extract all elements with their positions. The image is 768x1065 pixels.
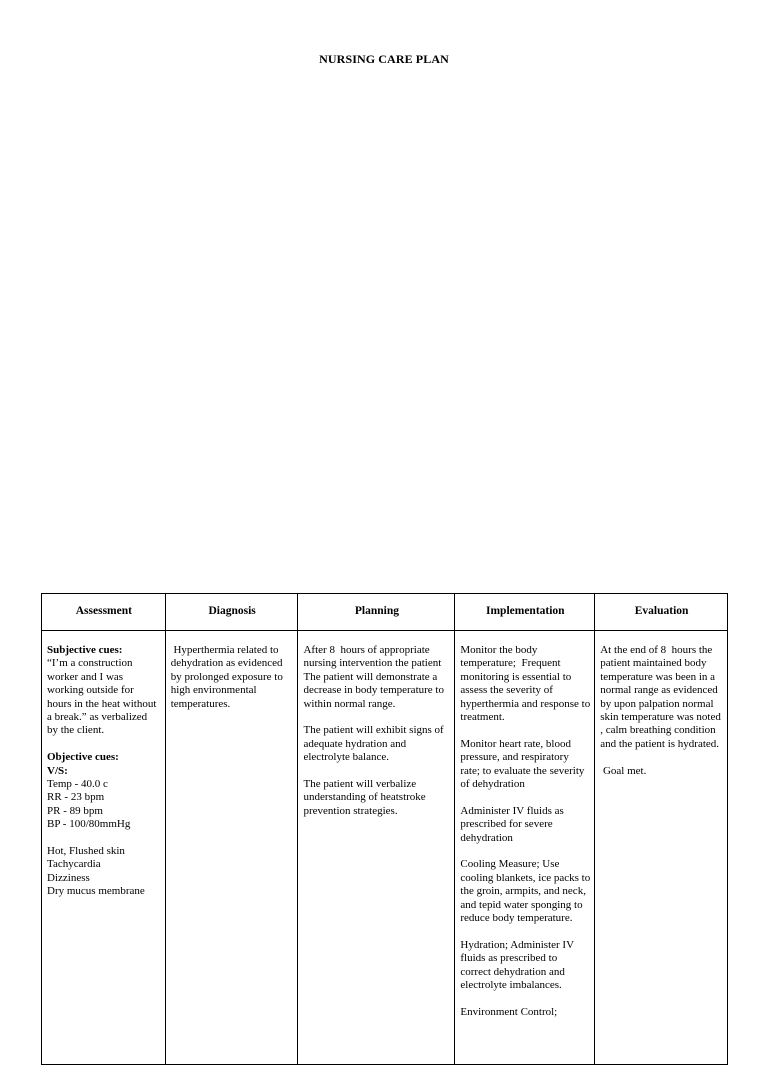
evaluation-text: At the end of 8 hours the patient maintained body temperature was been in a normal range as evidenced by upon palpation normal skin temperature was noted , calm breathing condition and the patient is hydrated.: [600, 644, 724, 750]
finding-item: Tachycardia: [47, 858, 101, 871]
table-header-row: [42, 594, 728, 631]
finding-item: Dizziness: [47, 871, 90, 884]
header-diagnosis: Diagnosis: [165, 594, 298, 631]
header-assessment: Assessment: [42, 594, 166, 631]
subjective-cues-label: Subjective cues:: [47, 644, 123, 656]
objective-cues-label: Objective cues:: [47, 751, 119, 764]
implementation-cell: [455, 631, 595, 1065]
vital-temp: Temp - 40.0 c: [47, 778, 108, 791]
header-evaluation: Evaluation: [595, 594, 728, 631]
subjective-cues-text: “I’m a construction worker and I was working outside for hours in the heat without a break.” as verbalized by the client.: [47, 657, 157, 737]
header-implementation: Implementation: [455, 594, 595, 631]
implementation-item: Administer IV fluids as prescribed for severe dehydration: [460, 804, 564, 844]
header-planning: Planning: [298, 594, 455, 631]
planning-item: After 8 hours of appropriate nursing intervention the patient The patient will demonstrate a decrease in body temperature to within normal range.: [303, 644, 447, 710]
vital-rr: RR - 23 bpm: [47, 791, 105, 804]
planning-item: The patient will verbalize understanding of heatstroke prevention strategies.: [303, 778, 426, 817]
diagnosis-cell: [165, 631, 298, 1065]
care-plan-table: [41, 593, 728, 1065]
planning-item: The patient will exhibit signs of adequate hydration and electrolyte balance.: [303, 724, 444, 764]
vital-pr: PR - 89 bpm: [47, 804, 103, 817]
diagnosis-text: Hyperthermia related to dehydration as evidenced by prolonged exposure to high environmental temperatures.: [170, 644, 286, 710]
vital-signs-label: V/S:: [47, 764, 68, 777]
finding-item: Dry mucus membrane: [47, 885, 145, 898]
implementation-item: Monitor heart rate, blood pressure, and respiratory rate; to evaluate the severity of dehydration: [460, 737, 585, 791]
planning-cell: [298, 631, 455, 1065]
vital-bp: BP - 100/80mmHg: [47, 818, 131, 831]
evaluation-result: Goal met.: [600, 764, 647, 777]
evaluation-cell: [595, 631, 728, 1065]
finding-item: Hot, Flushed skin: [47, 845, 125, 858]
table-row: [42, 631, 728, 1065]
assessment-cell: [42, 631, 166, 1065]
implementation-item: Hydration; Administer IV fluids as prescribed to correct dehydration and electrolyte imbalances.: [460, 938, 574, 992]
implementation-item: Monitor the body temperature; Frequent monitoring is essential to assess the severity of hyperthermia and response to treatment.: [460, 644, 593, 724]
document-title: NURSING CARE PLAN: [319, 52, 449, 66]
implementation-item: Cooling Measure; Use cooling blankets, ice packs to the groin, armpits, and neck, and tepid water sponging to reduce body temperature.: [460, 858, 591, 925]
implementation-item: Environment Control;: [460, 1005, 558, 1018]
